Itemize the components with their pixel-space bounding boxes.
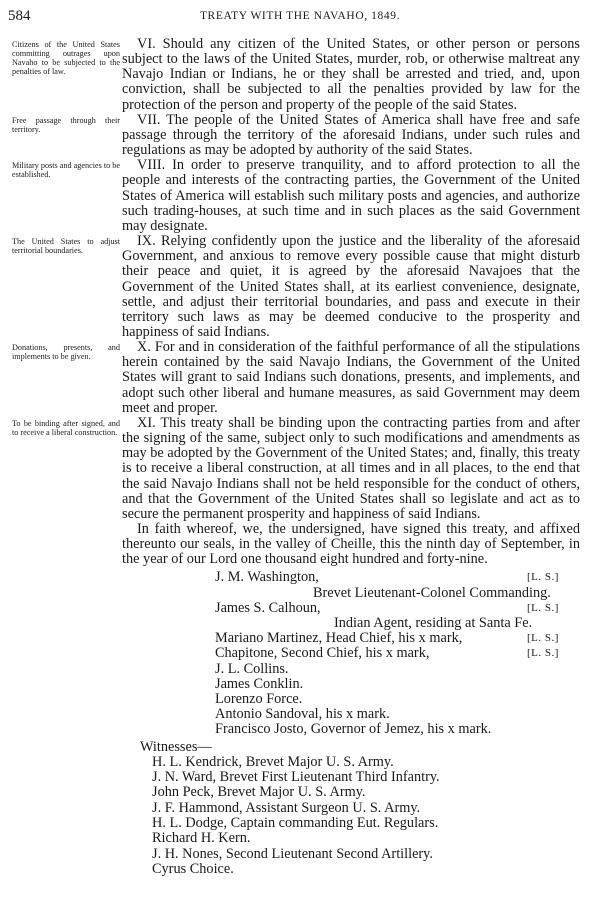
margin-note: Citizens of the United States committing outrages upon Navaho to be subjected to the penalties of law. bbox=[12, 40, 120, 76]
signatory bbox=[0, 722, 600, 737]
article-text: VI. Should any citizen of the United States, or other person or persons subject to the laws of the United States, murder, rob, or otherwise maltreat any Navajo Indian or Indians, he or they shall be arrested and tried, and, upon conviction, shall be subjected to all the penalties provided by law for the protection of the person and property of the people of the said States. bbox=[122, 36, 580, 113]
signatory-name: Mariano Martinez, Head Chief, his x mark, bbox=[215, 630, 463, 647]
page-header bbox=[0, 6, 600, 26]
article-9 bbox=[0, 234, 600, 340]
signatory-name: James S. Calhoun, bbox=[215, 599, 321, 616]
witness bbox=[0, 785, 600, 800]
article-text: XI. This treaty shall be binding upon the contracting parties from and after the signing of the same, subject only to such modifications and amendments as may be adopted by the Government of the United States; and, finally, this treaty is to receive a liberal construction, at all times and in all places, to the end that the said Navajo Indians shall not be held responsible for the conduct of others, and that the Government of the United States shall so legislate and act as to secure the permanent prosperity and happiness of said Indians. bbox=[122, 414, 580, 522]
witness-name: Richard H. Kern. bbox=[152, 830, 251, 847]
signatory-title-text: Brevet Lieutenant-Colonel Commanding. bbox=[313, 584, 551, 601]
witness bbox=[0, 816, 600, 831]
article-7 bbox=[0, 113, 600, 158]
margin-note: To be binding after signed, and to receive a liberal construction. bbox=[12, 418, 120, 437]
witnesses-heading bbox=[0, 740, 600, 755]
signatory bbox=[0, 692, 600, 707]
seal-mark: [L. S.] bbox=[527, 571, 559, 584]
article-text: IX. Relying confidently upon the justice and the liberality of the aforesaid Government, and anxious to remove every possible cause that might disturb their peace and quiet, it is agreed by the aforesaid Navajoes that the Government of the United States shall, at its earliest convenience, designate, settle, and adjust their territorial boundaries, and pass and execute in their territory such laws as may be deemed conducive to the prosperity and happiness of said Indians. bbox=[122, 233, 580, 340]
witness bbox=[0, 755, 600, 770]
witnesses-label: Witnesses— bbox=[140, 738, 212, 755]
witness-name: H. L. Kendrick, Brevet Major U. S. Army. bbox=[152, 753, 394, 770]
witness-name: John Peck, Brevet Major U. S. Army. bbox=[152, 784, 366, 801]
margin-note: Free passage through their territory. bbox=[12, 115, 120, 134]
margin-note: The United States to adjust territorial boundaries. bbox=[12, 237, 120, 256]
seal-mark: [L. S.] bbox=[527, 601, 559, 614]
signatory-name: Lorenzo Force. bbox=[215, 690, 303, 707]
signatory-name: Antonio Sandoval, his x mark. bbox=[215, 706, 390, 723]
signatory-name: J. L. Collins. bbox=[215, 660, 289, 677]
witness bbox=[0, 862, 600, 877]
witness bbox=[0, 770, 600, 785]
attestation-clause: In faith whereof, we, the undersigned, have signed this treaty, and affixed thereunto our seals, in the valley of Cheille, this the ninth day of September, in the year of our Lord one thousand eight hundred and forty-nine. bbox=[122, 521, 580, 568]
article-10 bbox=[0, 340, 600, 416]
seal-mark: [L. S.] bbox=[527, 632, 559, 645]
signatory-name: Francisco Josto, Governor of Jemez, his x mark. bbox=[215, 721, 492, 738]
witness-name: H. L. Dodge, Captain commanding Eut. Regulars. bbox=[152, 814, 439, 831]
witness bbox=[0, 847, 600, 862]
signatory bbox=[0, 601, 600, 616]
treaty-body bbox=[0, 37, 600, 877]
article-11 bbox=[0, 416, 600, 522]
signatory-name: J. M. Washington, bbox=[215, 569, 319, 586]
signatory-title-text: Indian Agent, residing at Santa Fe. bbox=[334, 615, 533, 632]
signatory-title bbox=[0, 586, 600, 601]
signatory bbox=[0, 646, 600, 661]
witness-name: J. H. Nones, Second Lieutenant Second Artillery. bbox=[152, 845, 433, 862]
signatory-name: James Conklin. bbox=[215, 675, 304, 692]
article-text: VII. The people of the United States of America shall have free and safe passage through the territory of the aforesaid Indians, under such rules and regulations as may be adopted by authority of the said States. bbox=[122, 111, 580, 159]
signatory bbox=[0, 570, 600, 585]
signatories bbox=[0, 570, 600, 737]
running-head: TREATY WITH THE NAVAHO, 1849. bbox=[199, 10, 401, 22]
signatory-title bbox=[0, 616, 600, 631]
witness-name: Cyrus Choice. bbox=[152, 860, 234, 877]
signatory-name: Chapitone, Second Chief, his x mark, bbox=[215, 645, 430, 662]
article-6 bbox=[0, 37, 600, 113]
witness bbox=[0, 801, 600, 816]
witness-list bbox=[0, 755, 600, 877]
signatory bbox=[0, 631, 600, 646]
signatory bbox=[0, 707, 600, 722]
margin-note: Donations, presents, and implements to be given. bbox=[12, 343, 120, 362]
witness-name: J. N. Ward, Brevet First Lieutenant Third Infantry. bbox=[152, 769, 440, 786]
witness-name: J. F. Hammond, Assistant Surgeon U. S. Army. bbox=[152, 799, 421, 816]
article-8 bbox=[0, 158, 600, 234]
page-number: 584 bbox=[8, 8, 31, 24]
witness bbox=[0, 831, 600, 846]
article-text: VIII. In order to preserve tranquility, and to afford protection to all the people and interests of the contracting parties, the Government of the United States of America will establish such military posts and agencies, and authorize such trading-houses, at such time and in such places as the said Government may designate. bbox=[122, 157, 580, 234]
signatory bbox=[0, 662, 600, 677]
margin-note: Military posts and agencies to be established. bbox=[12, 161, 121, 180]
article-text: X. For and in consideration of the faithful performance of all the stipulations herein contained by the said Navajo Indians, the Government of the United States will grant to said Indians such donations, presents, and implements, and adopt such other liberal and humane measures, as said Government may deem meet and proper. bbox=[122, 339, 580, 416]
seal-mark: [L. S.] bbox=[527, 647, 559, 660]
signatory bbox=[0, 677, 600, 692]
